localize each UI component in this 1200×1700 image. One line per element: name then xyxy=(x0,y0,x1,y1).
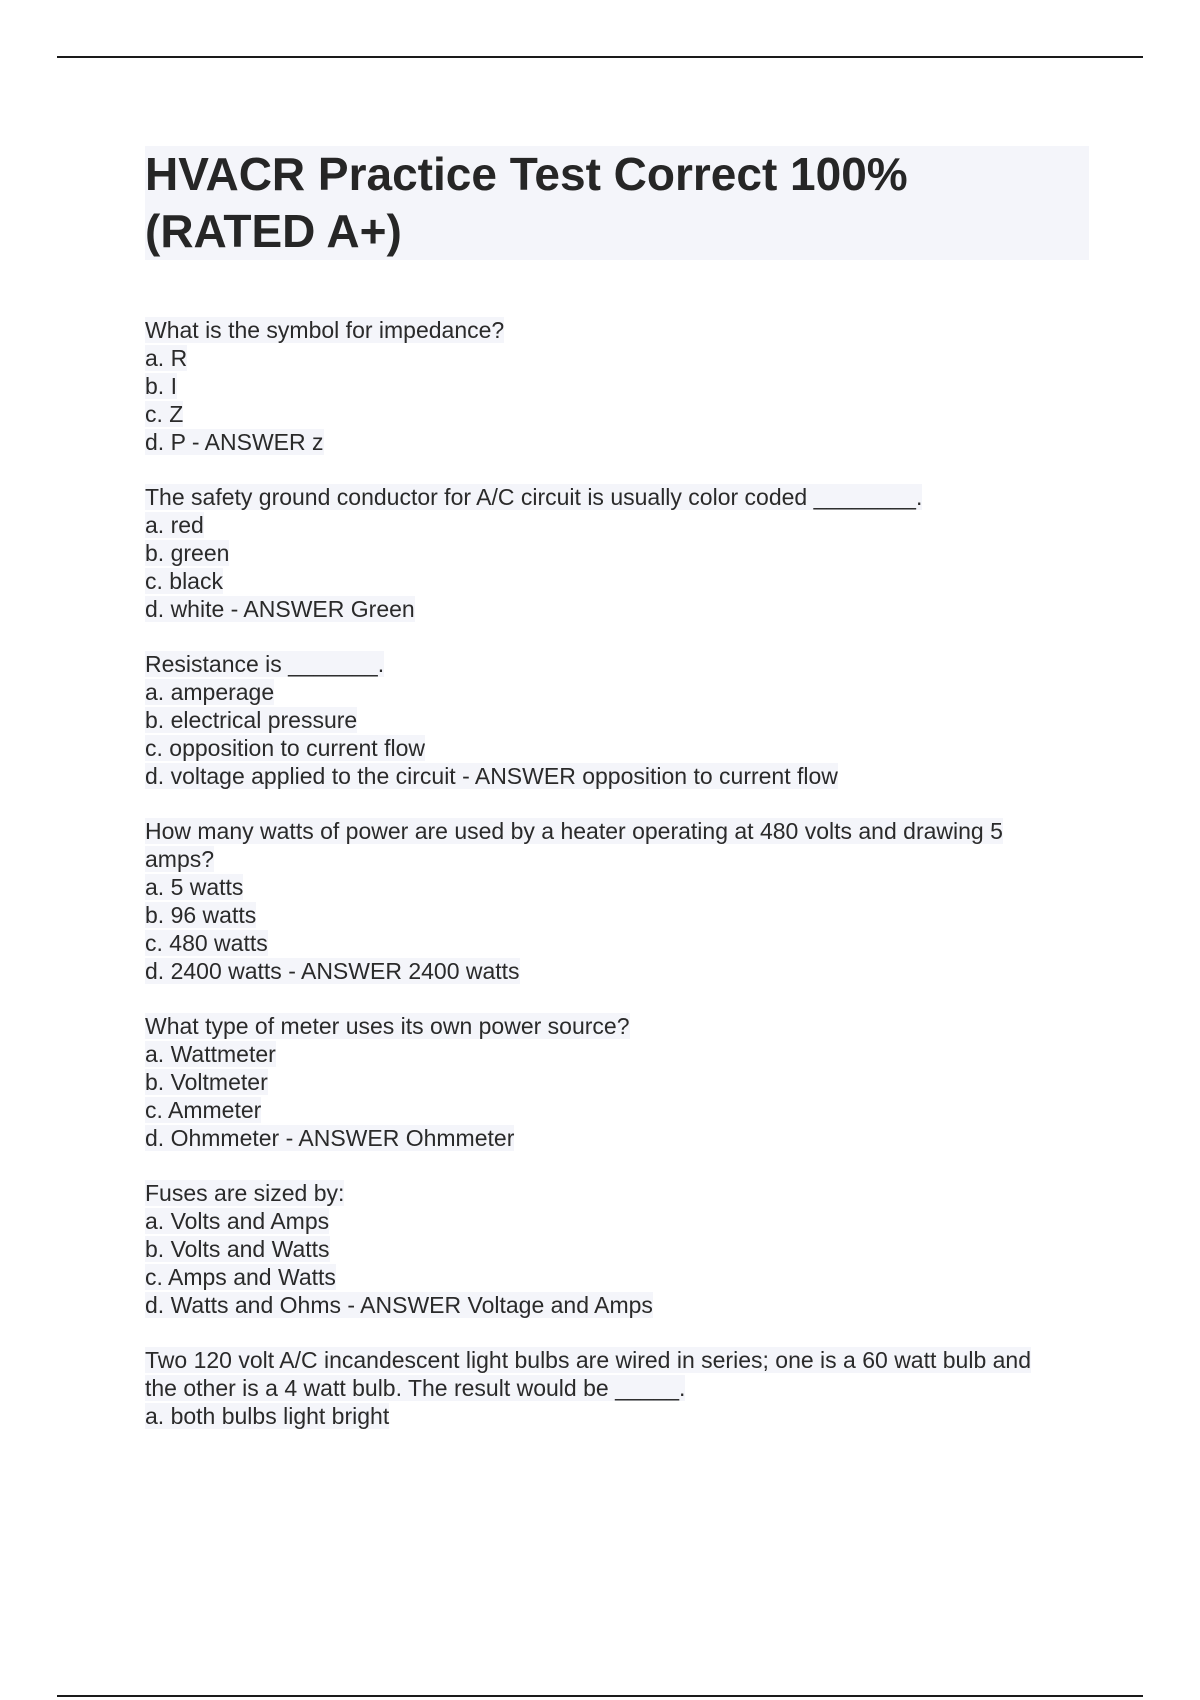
question-line xyxy=(145,372,1089,400)
question-line xyxy=(145,539,1089,567)
question-line xyxy=(145,762,1089,790)
line-text: Resistance is _______. xyxy=(145,651,385,677)
bottom-rule xyxy=(57,1695,1143,1697)
line-text: c. Amps and Watts xyxy=(145,1264,336,1290)
line-text: c. 480 watts xyxy=(145,930,268,956)
question-line xyxy=(145,1374,1089,1402)
question-text xyxy=(145,1179,1089,1207)
line-text: a. amperage xyxy=(145,679,275,705)
line-text: How many watts of power are used by a heater operating at 480 volts and drawing 5 xyxy=(145,818,1003,844)
question-block xyxy=(145,817,1089,985)
question-line xyxy=(145,1207,1089,1235)
question-line xyxy=(145,873,1089,901)
line-text: a. 5 watts xyxy=(145,874,244,900)
question-block xyxy=(145,650,1089,790)
question-line xyxy=(145,706,1089,734)
line-text: a. Volts and Amps xyxy=(145,1208,330,1234)
top-rule xyxy=(57,56,1143,58)
line-text: the other is a 4 watt bulb. The result would be _____. xyxy=(145,1375,686,1401)
line-text: What type of meter uses its own power source? xyxy=(145,1013,630,1039)
line-text: b. electrical pressure xyxy=(145,707,358,733)
question-line xyxy=(145,1291,1089,1319)
question-line xyxy=(145,511,1089,539)
line-text: c. Z xyxy=(145,401,184,427)
line-text: d. Ohmmeter - ANSWER Ohmmeter xyxy=(145,1125,515,1151)
line-text: b. green xyxy=(145,540,230,566)
question-line xyxy=(145,344,1089,372)
question-text xyxy=(145,483,1089,511)
line-text: d. Watts and Ohms - ANSWER Voltage and Amps xyxy=(145,1292,653,1318)
question-text xyxy=(145,1012,1089,1040)
document-title xyxy=(145,146,1089,260)
question-line xyxy=(145,678,1089,706)
line-text: Two 120 volt A/C incandescent light bulbs are wired in series; one is a 60 watt bulb and xyxy=(145,1347,1032,1373)
question-line xyxy=(145,1040,1089,1068)
page-content xyxy=(145,146,1089,1457)
line-text: d. white - ANSWER Green xyxy=(145,596,415,622)
line-text: b. I xyxy=(145,373,177,399)
question-line xyxy=(145,400,1089,428)
question-line xyxy=(145,901,1089,929)
question-line xyxy=(145,1124,1089,1152)
question-line xyxy=(145,595,1089,623)
line-text: c. Ammeter xyxy=(145,1097,262,1123)
question-list xyxy=(145,316,1089,1430)
question-line xyxy=(145,929,1089,957)
question-line xyxy=(145,734,1089,762)
question-block xyxy=(145,1179,1089,1319)
question-block xyxy=(145,1012,1089,1152)
question-line xyxy=(145,1096,1089,1124)
line-text: b. Voltmeter xyxy=(145,1069,268,1095)
line-text: a. both bulbs light bright xyxy=(145,1403,390,1429)
line-text: Fuses are sized by: xyxy=(145,1180,345,1206)
question-line xyxy=(145,845,1089,873)
line-text: amps? xyxy=(145,846,215,872)
line-text: a. Wattmeter xyxy=(145,1041,276,1067)
question-text xyxy=(145,817,1089,845)
line-text: d. P - ANSWER z xyxy=(145,429,324,455)
line-text: b. Volts and Watts xyxy=(145,1236,330,1262)
question-line xyxy=(145,1402,1089,1430)
question-line xyxy=(145,567,1089,595)
question-line xyxy=(145,957,1089,985)
line-text: a. R xyxy=(145,345,188,371)
question-block xyxy=(145,483,1089,623)
line-text: c. opposition to current flow xyxy=(145,735,425,761)
title-line-1: HVACR Practice Test Correct 100% xyxy=(145,148,908,200)
question-block xyxy=(145,316,1089,456)
question-block xyxy=(145,1346,1089,1430)
question-line xyxy=(145,1263,1089,1291)
question-text xyxy=(145,1346,1089,1374)
line-text: c. black xyxy=(145,568,223,594)
line-text: b. 96 watts xyxy=(145,902,257,928)
line-text: What is the symbol for impedance? xyxy=(145,317,505,343)
line-text: a. red xyxy=(145,512,204,538)
title-line-2: (RATED A+) xyxy=(145,205,402,257)
line-text: d. 2400 watts - ANSWER 2400 watts xyxy=(145,958,520,984)
question-line xyxy=(145,1235,1089,1263)
question-text xyxy=(145,650,1089,678)
line-text: The safety ground conductor for A/C circuit is usually color coded ________. xyxy=(145,484,923,510)
question-line xyxy=(145,1068,1089,1096)
question-text xyxy=(145,316,1089,344)
line-text: d. voltage applied to the circuit - ANSWER opposition to current flow xyxy=(145,763,838,789)
question-line xyxy=(145,428,1089,456)
